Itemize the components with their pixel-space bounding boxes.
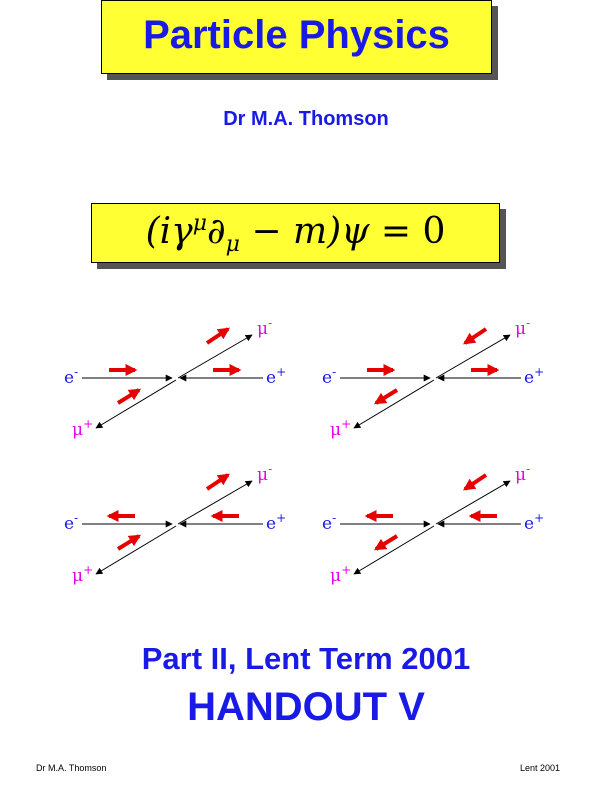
label-mu-plus: μ+ — [72, 563, 94, 586]
eq-minus: − — [239, 211, 293, 252]
spin-arrow-mu-plus — [376, 536, 397, 549]
eq-close-paren: ) — [327, 211, 342, 252]
spin-arrow-mu-minus — [207, 329, 228, 343]
label-e-minus: e- — [64, 511, 79, 534]
footer-author: Dr M.A. Thomson — [36, 763, 107, 773]
spin-arrow-mu-minus — [465, 329, 486, 343]
title-box — [101, 0, 492, 74]
label-e-minus: e- — [322, 365, 337, 388]
label-mu-minus: μ- — [515, 462, 531, 485]
diagram-2 — [322, 316, 544, 440]
eq-equals: = 0 — [369, 211, 446, 252]
diagram-1 — [64, 316, 286, 440]
spin-arrow-mu-plus — [118, 390, 139, 403]
label-mu-plus: μ+ — [72, 417, 94, 440]
dirac-equation — [92, 211, 499, 257]
eq-psi: ψ — [341, 211, 370, 252]
label-e-plus: e+ — [524, 365, 545, 388]
label-e-plus: e+ — [524, 511, 545, 534]
label-mu-plus: μ+ — [330, 563, 352, 586]
diagram-3 — [64, 462, 286, 586]
label-e-plus: e+ — [266, 511, 287, 534]
equation-box — [91, 203, 500, 263]
spin-arrow-mu-minus — [465, 475, 486, 489]
helicity-diagrams — [0, 300, 612, 600]
label-mu-plus: μ+ — [330, 417, 352, 440]
course-subtitle: Part II, Lent Term 2001 — [141, 641, 471, 676]
diagram-4 — [322, 462, 544, 586]
mu-plus-line — [354, 380, 434, 428]
eq-mu-sup: μ — [192, 211, 207, 236]
spin-arrow-mu-plus — [376, 390, 397, 403]
eq-m: m — [293, 211, 328, 252]
handout-title: HANDOUT V — [187, 685, 425, 729]
author: Dr M.A. Thomson — [223, 108, 389, 130]
eq-partial: ∂ — [207, 211, 226, 252]
spin-arrow-mu-minus — [207, 475, 228, 489]
eq-mu-sub: μ — [225, 232, 240, 258]
eq-open-paren: ( — [145, 211, 160, 252]
footer-term: Lent 2001 — [519, 763, 560, 773]
page-title: Particle Physics — [143, 13, 450, 57]
mu-plus-line — [354, 526, 434, 574]
eq-gamma: γ — [171, 211, 193, 252]
mu-plus-line — [96, 526, 176, 574]
label-mu-minus: μ- — [257, 316, 273, 339]
eq-i: i — [159, 211, 172, 252]
spin-arrow-mu-plus — [118, 536, 139, 549]
label-e-minus: e- — [64, 365, 79, 388]
label-mu-minus: μ- — [257, 462, 273, 485]
mu-plus-line — [96, 380, 176, 428]
label-e-plus: e+ — [266, 365, 287, 388]
label-e-minus: e- — [322, 511, 337, 534]
label-mu-minus: μ- — [515, 316, 531, 339]
